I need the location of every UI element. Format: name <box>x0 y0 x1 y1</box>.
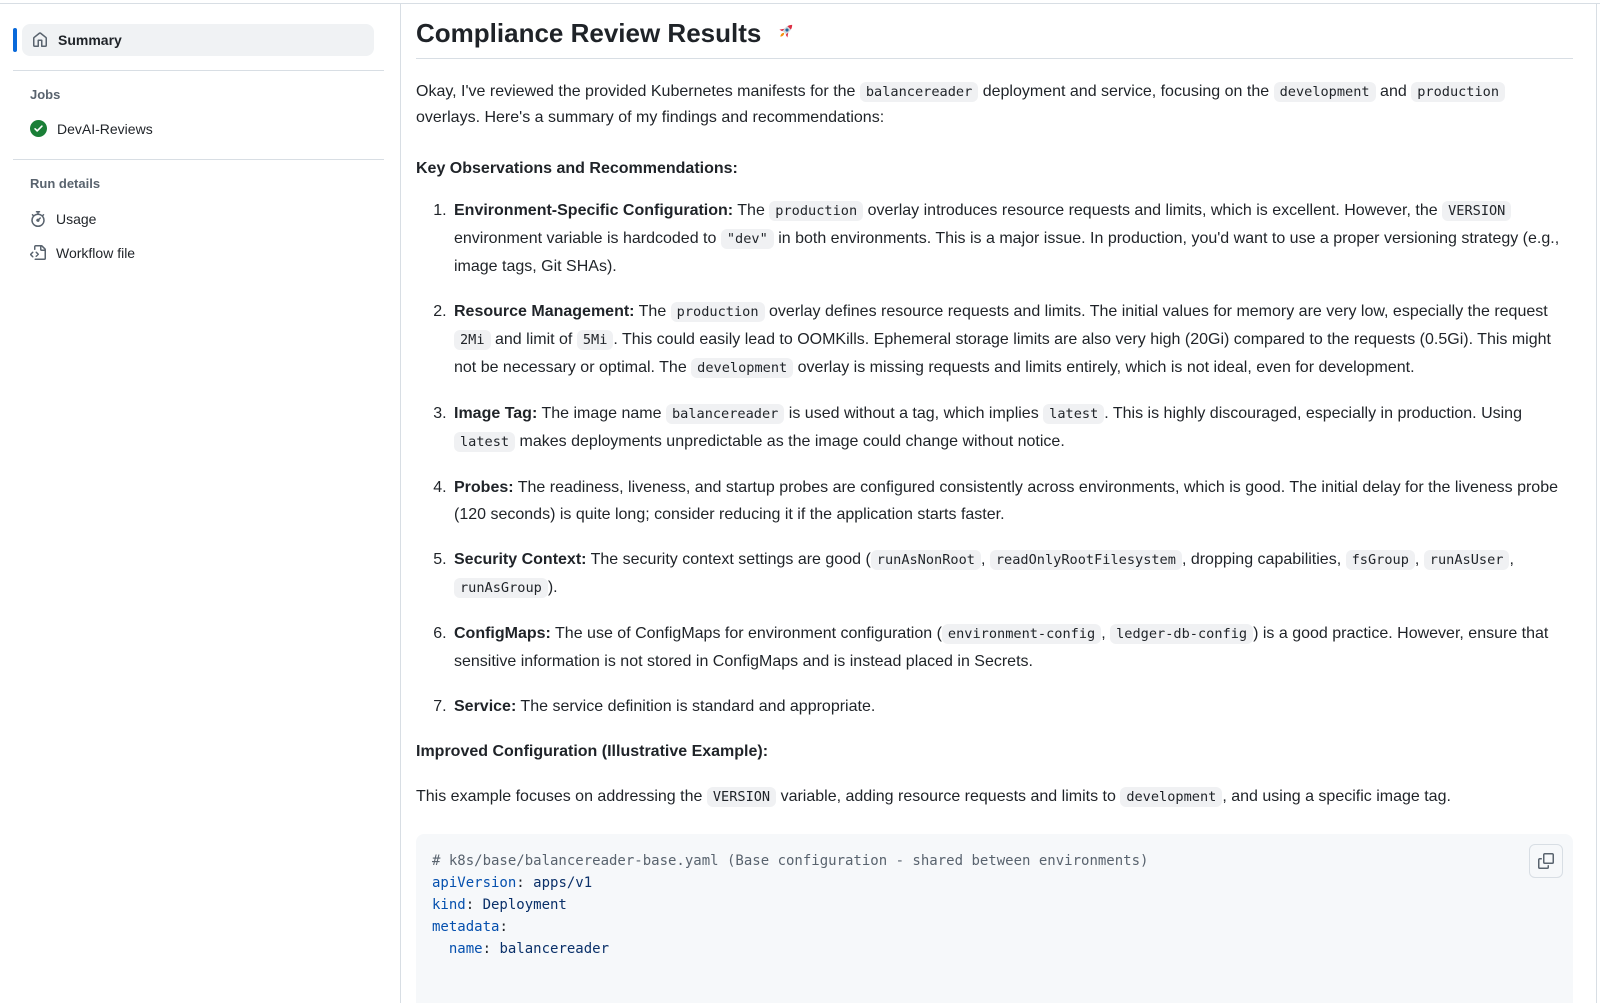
inline-code: readOnlyRootFilesystem <box>990 550 1182 570</box>
sidebar-job-devai-reviews[interactable] <box>30 120 384 137</box>
selected-accent-bar <box>13 28 17 52</box>
inline-code: ledger-db-config <box>1110 624 1253 644</box>
sidebar-item-summary[interactable] <box>22 24 374 56</box>
inline-code: 5Mi <box>577 330 614 350</box>
rocket-emoji <box>770 20 797 47</box>
inline-code: fsGroup <box>1346 550 1415 570</box>
inline-code: production <box>769 201 863 221</box>
sidebar-summary-row <box>0 24 400 56</box>
list-item: 2. Resource Management: The production overlay defines resource requests and limits. The initial values for memory are very low, especially the request 2Mi and limit of 5Mi . This could easily lead to OOMKills. Ephemeral storage limits are also very high (20Gi) compared to the requests (0.5Gi). This might not be necessary or optimal. The development overlay is missing requests and limits entirely, which is not ideal, even for development. <box>451 298 1573 382</box>
jobs-section-label: Jobs <box>30 87 61 102</box>
observations-list <box>416 197 1573 720</box>
list-item: 6. ConfigMaps: The use of ConfigMaps for environment configuration ( environment-config , ledger-db-config ) is a good practice. However, ensure that sensitive information is not stored in ConfigMaps and is instead placed in Secrets. <box>451 620 1573 675</box>
inline-code: VERSION <box>1442 201 1511 221</box>
inline-code: development <box>691 358 793 378</box>
inline-code: environment-config <box>942 624 1101 644</box>
example-heading: Improved Configuration (Illustrative Example): <box>416 743 769 760</box>
run-details-section-label: Run details <box>30 176 101 191</box>
observations-heading: Key Observations and Recommendations: <box>416 160 738 177</box>
inline-code: development <box>1274 82 1376 102</box>
yaml-code-block <box>416 834 1573 1003</box>
intro-paragraph: Okay, I've reviewed the provided Kubernetes manifests for the balancereader deployment and service, focusing on the development and production overlays. Here's a summary of my findings and recommendations: <box>416 79 1573 131</box>
list-item: 4. Probes: The readiness, liveness, and startup probes are configured consistently across environments, which is good. The initial delay for the liveness probe (120 seconds) is quite long; consider reducing it if the application starts faster. <box>451 474 1573 528</box>
list-item: 7. Service: The service definition is standard and appropriate. <box>451 693 1573 720</box>
inline-code: development <box>1120 787 1222 807</box>
inline-code: latest <box>454 432 515 452</box>
yaml-code: # k8s/base/balancereader-base.yaml (Base configuration - shared between environments) apiVersion: apps/v1 kind: Deployment metadata: name: balancereader <box>432 853 1149 957</box>
file-code-icon <box>30 245 46 261</box>
copy-icon <box>1538 853 1554 869</box>
copy-code-button[interactable] <box>1529 844 1563 878</box>
sidebar-item-usage[interactable] <box>30 211 384 227</box>
inline-code: production <box>1411 82 1505 102</box>
list-item: 5. Security Context: The security context settings are good ( runAsNonRoot , readOnlyRootFilesystem , dropping capabilities, fsGroup , runAsUser , runAsGroup ). <box>451 546 1573 602</box>
list-item: 1. Environment-Specific Configuration: The production overlay introduces resource requests and limits, which is excellent. However, the VERSION environment variable is hardcoded to "dev" in both environments. This is a major issue. In production, you'd want to use a proper versioning strategy (e.g., image tags, Git SHAs). <box>451 197 1573 280</box>
inline-code: VERSION <box>707 787 776 807</box>
usage-label: Usage <box>56 211 97 227</box>
inline-code: runAsUser <box>1424 550 1510 570</box>
sidebar-item-workflow-file[interactable] <box>30 245 384 261</box>
workflow-file-label: Workflow file <box>56 245 136 261</box>
run-sidebar <box>0 4 401 1003</box>
list-item: 3. Image Tag: The image name balancereader is used without a tag, which implies latest . This is highly discouraged, especially in production. Using latest makes deployments unpredictable as the image could change without notice. <box>451 400 1573 456</box>
inline-code: latest <box>1043 404 1104 424</box>
inline-code: "dev" <box>721 229 774 249</box>
inline-code: production <box>671 302 765 322</box>
home-icon <box>32 32 48 48</box>
inline-code: 2Mi <box>454 330 491 350</box>
sidebar-summary-label: Summary <box>58 32 122 48</box>
summary-panel <box>401 4 1597 1003</box>
page-title <box>416 18 1573 59</box>
inline-code: runAsNonRoot <box>871 550 981 570</box>
check-circle-icon <box>30 120 47 137</box>
example-intro-paragraph: This example focuses on addressing the VERSION variable, adding resource requests and limits to development , and using a specific image tag. <box>416 788 1451 805</box>
inline-code: runAsGroup <box>454 578 548 598</box>
stopwatch-icon <box>30 211 46 227</box>
page-title-text: Compliance Review Results <box>416 18 762 48</box>
inline-code: balancereader <box>666 404 784 424</box>
workflow-run-page <box>0 3 1600 1003</box>
inline-code: balancereader <box>860 82 978 102</box>
job-name: DevAI-Reviews <box>57 120 153 137</box>
